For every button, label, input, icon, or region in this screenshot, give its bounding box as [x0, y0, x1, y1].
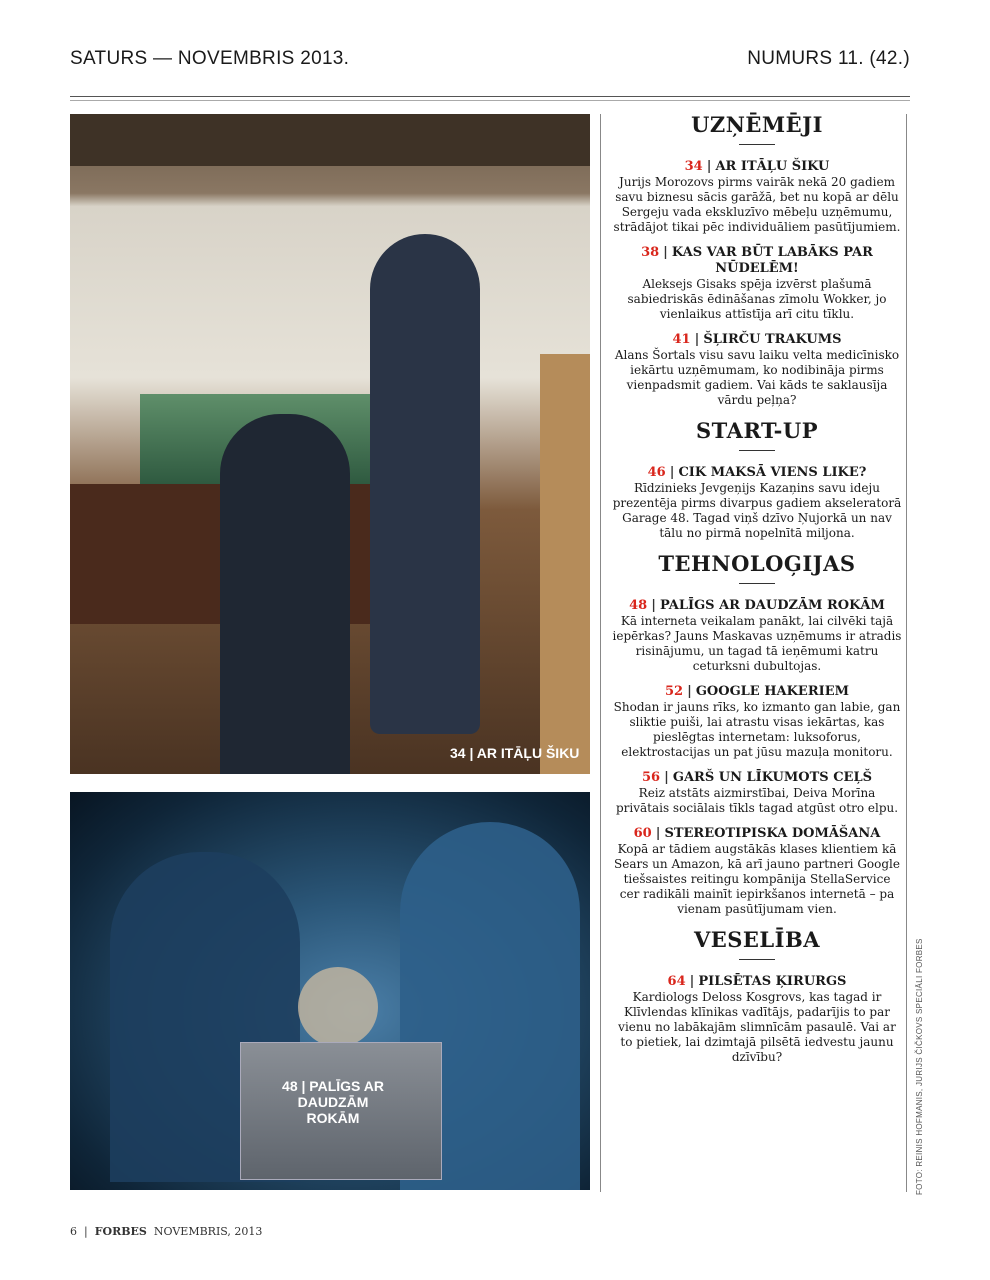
- column-rule-right: [906, 114, 907, 1192]
- separator: |: [687, 684, 692, 699]
- section-dash: [739, 450, 775, 451]
- footer-date: NOVEMBRIS, 2013: [153, 1225, 263, 1238]
- section-uznemeji: [612, 112, 902, 408]
- header-rule-thin: [70, 100, 910, 101]
- item-title: ŠĻIRČU TRAKUMS: [703, 332, 842, 347]
- toc-item[interactable]: [612, 684, 902, 760]
- separator: |: [651, 598, 656, 613]
- item-text: Shodan ir jauns rīks, ko izmanto gan labie, gan sliktie puiši, lai atrastu visas iekārtas, kas pieslēgtas internetam: luksoforus, elektrostacijas un pat jūsu mazuļa monitoru.: [613, 700, 901, 759]
- separator: |: [664, 770, 669, 785]
- item-title: PILSĒTAS ĶIRURGS: [698, 974, 847, 989]
- toc-item[interactable]: [612, 332, 902, 408]
- toc-item[interactable]: [612, 974, 902, 1065]
- section-title: VESELĪBA: [693, 927, 821, 952]
- item-text: Kopā ar tādiem augstākās klases klientiem kā Sears un Amazon, kā arī jauno partneri Google tiešsaistes reitingu kompānija StellaService cer radikāli mainīt iepirkšanos internetā – pa vienam pasūtījumam vien.: [614, 842, 900, 916]
- page-number: 52: [664, 684, 684, 699]
- caption-bottom-photo: 48 | PALĪGS AR DAUDZĀM ROKĀM: [282, 1078, 384, 1126]
- item-text: Jurijs Morozovs pirms vairāk nekā 20 gadiem savu biznesu sācis garāžā, bet nu kopā ar dēlu Sergeju vada ekskluzīvo mēbeļu uzņēmumu, strādājot tikai pēc individuāliem pasūtījumiem.: [613, 175, 901, 234]
- caption-top-photo: 34 | AR ITĀĻU ŠIKU: [450, 745, 580, 761]
- item-text: Alans Šortals visu savu laiku velta medicīnisko iekārtu uzņēmumam, ko nodibināja pirms vienpadsmit gadiem. Vai kāds te saklausīja vārdu peļņa?: [614, 348, 900, 407]
- item-title: GARŠ UN LĪKUMOTS CEĻŠ: [672, 770, 872, 785]
- section-title: UZŅĒMĒJI: [691, 112, 823, 137]
- page-number: 48: [629, 598, 648, 613]
- issue-number: NUMURS 11. (42.): [747, 48, 910, 69]
- separator: |: [669, 465, 675, 480]
- person-seated: [220, 414, 350, 774]
- table-of-contents: [612, 112, 902, 1075]
- section-dash: [739, 583, 775, 584]
- item-text: Reiz atstāts aizmirstībai, Deiva Morīna privātais sociālais tīkls tagad atgūst otro elpu.: [615, 786, 899, 815]
- toc-item[interactable]: [612, 598, 902, 674]
- item-title: CIK MAKSĀ VIENS LIKE?: [678, 465, 867, 480]
- person-center: [298, 967, 378, 1047]
- section-dash: [739, 144, 775, 145]
- item-text: Kardiologs Deloss Kosgrovs, kas tagad ir Klīvlendas klīnikas vadītājs, padarījis to par vienu no labākajām slimnīcām pasaulē. Vai ar to pietiek, lai dzimtajā pilsētā iedvestu jaunu dzīvību?: [618, 990, 896, 1064]
- page-number: 60: [633, 826, 652, 841]
- section-title: TEHNOLOĢIJAS: [658, 551, 856, 576]
- separator: |: [694, 332, 700, 347]
- item-text: Aleksejs Gisaks spēja izvērst plašumā sabiedriskās ēdināšanas zīmolu Wokker, jo vienlaikus attīstīja arī citu tīklu.: [627, 277, 887, 321]
- item-title: PALĪGS AR DAUDZĀM ROKĀM: [659, 598, 885, 613]
- page-number: 56: [642, 770, 661, 785]
- column-rule-left: [600, 114, 601, 1192]
- separator: |: [706, 159, 712, 174]
- toc-item[interactable]: [612, 826, 902, 917]
- separator: |: [689, 974, 695, 989]
- item-title: KAS VAR BŪT LABĀKS PAR NŪDELĒM!: [671, 245, 873, 276]
- item-title: STEREOTIPISKA DOMĀŠANA: [664, 826, 881, 841]
- item-title: GOOGLE HAKERIEM: [695, 684, 850, 699]
- header-rule: [70, 96, 910, 97]
- toc-item[interactable]: [612, 245, 902, 322]
- section-dash: [739, 959, 775, 960]
- photo-credit: FOTO: REINIS HOFMANIS, JURIJS ČIČKOVS SPECIĀLI FORBES: [915, 938, 924, 1195]
- page-number: 34: [684, 159, 703, 174]
- page-number: 41: [672, 332, 691, 347]
- photo-paligs: [70, 792, 590, 1190]
- toc-item[interactable]: [612, 465, 902, 541]
- page-number: 64: [667, 974, 686, 989]
- separator: |: [663, 245, 668, 260]
- toc-item[interactable]: [612, 770, 902, 816]
- section-veseliba: [612, 927, 902, 1065]
- person-standing: [370, 234, 480, 734]
- item-title: AR ITĀĻU ŠIKU: [715, 159, 830, 174]
- page-number: 46: [647, 465, 666, 480]
- footer-separator: |: [84, 1225, 88, 1238]
- section-title: START-UP: [696, 418, 818, 443]
- page-number: 38: [641, 245, 660, 260]
- window-frame: [70, 114, 590, 166]
- item-text: Kā interneta veikalam panākt, lai cilvēki tajā iepērkas? Jauns Maskavas uzņēmums ir atradis risinājumu, un tagad tā ieņēmumi katru ceturksni dubultojas.: [612, 614, 902, 673]
- item-text: Rīdzinieks Jevgeņijs Kazaņins savu ideju prezentēja pirms divarpus gadiem akseleratorā Garage 48. Tagad viņš dzīvo Ņujorkā un nav tālu no pirmā nopelnītā miljona.: [612, 481, 902, 540]
- page-footer: [70, 1225, 262, 1238]
- footer-page-number: 6: [70, 1225, 77, 1238]
- column: [540, 354, 590, 774]
- separator: |: [655, 826, 661, 841]
- section-start-up: [612, 418, 902, 541]
- footer-brand: FORBES: [94, 1225, 147, 1238]
- toc-item[interactable]: [612, 159, 902, 235]
- photo-ar-italu-siku: [70, 114, 590, 774]
- issue-title: SATURS — NOVEMBRIS 2013.: [70, 48, 350, 69]
- section-tehnologijas: [612, 551, 902, 917]
